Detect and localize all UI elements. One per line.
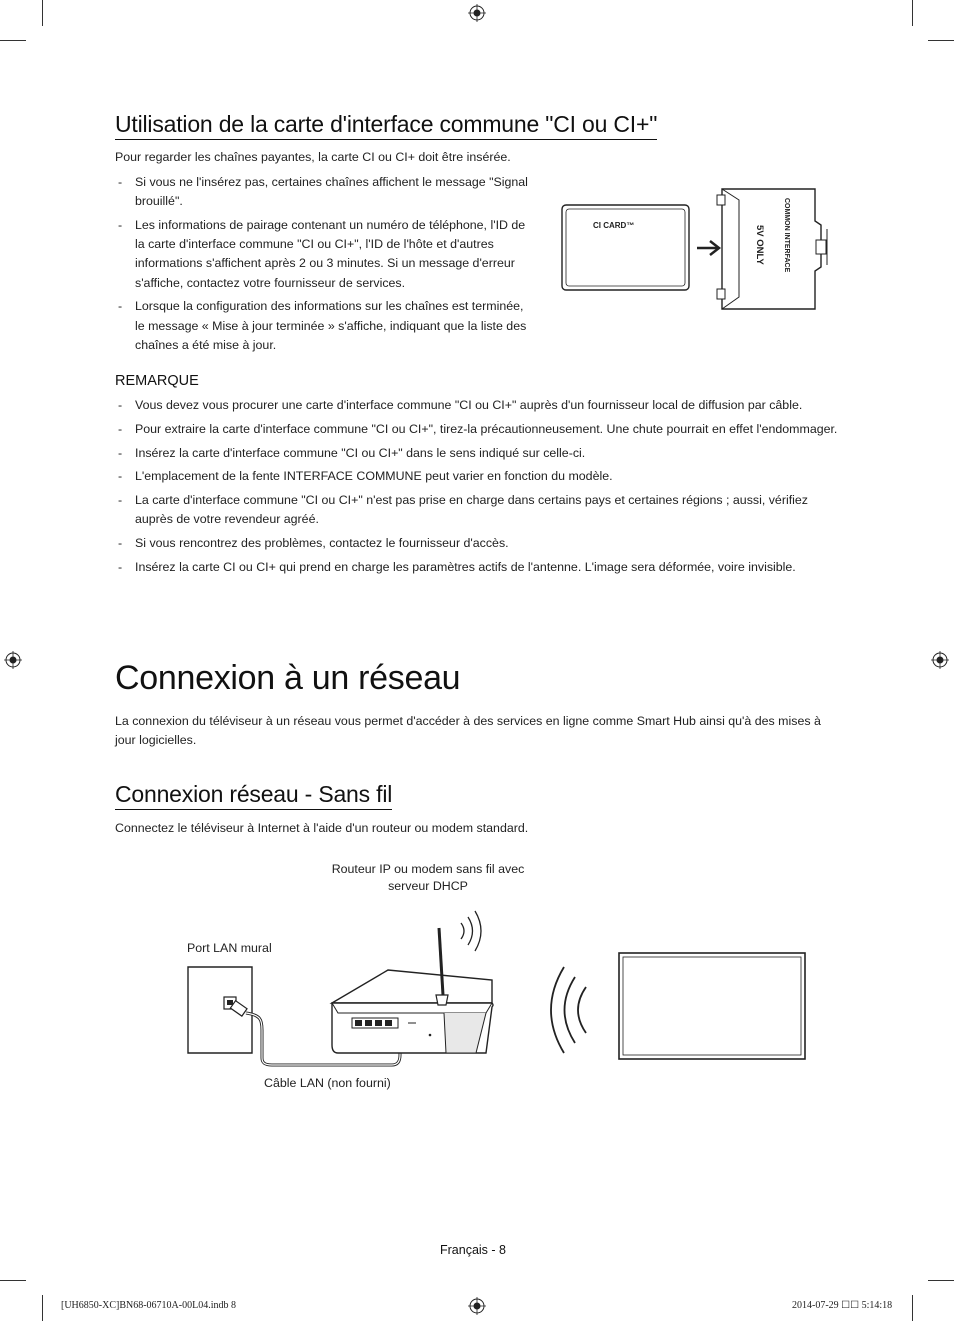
wifi-signal-icon — [461, 911, 481, 951]
registration-mark-icon — [931, 651, 949, 669]
wireless-intro: Connectez le téléviseur à Internet à l'aide d'un routeur ou modem standard. — [115, 821, 529, 835]
tv-icon — [619, 953, 805, 1059]
crop-mark-bottom-right-v — [912, 1295, 913, 1321]
router-icon — [332, 928, 493, 1053]
ci-intro: Pour regarder les chaînes payantes, la carte CI ou CI+ doit être insérée. — [115, 150, 511, 164]
remarque-heading: REMARQUE — [115, 373, 199, 389]
slot-label-common-interface: COMMON INTERFACE — [783, 198, 790, 273]
crop-mark-top-right-h — [928, 40, 954, 41]
crop-mark-top-right-v — [912, 0, 913, 26]
slot-label-5v-only: 5V ONLY — [754, 225, 765, 265]
wifi-signal-icon — [551, 967, 586, 1053]
network-section-title: Connexion à un réseau — [115, 659, 461, 697]
ci-section-title: Utilisation de la carte d'interface commune "CI ou CI+" — [115, 111, 657, 140]
crop-mark-bottom-left-h — [0, 1280, 26, 1281]
file-info: [UH6850-XC]BN68-06710A-00L04.indb 8 — [61, 1300, 236, 1311]
list-item: - Insérez la carte CI ou CI+ qui prend en charge les paramètres actifs de l'antenne. L'image sera déformée, voire invisible. — [115, 558, 840, 577]
router-label — [318, 861, 538, 895]
list-item: - Lorsque la configuration des informations sur les chaînes est terminée, le message « Mise à jour terminée » s'affiche, indiquant que la liste des chaînes a été mise à jour. — [115, 297, 535, 355]
list-item: - Insérez la carte d'interface commune "CI ou CI+" dans le sens indiqué sur celle-ci. — [115, 444, 840, 463]
wireless-network-diagram — [180, 895, 820, 1070]
wall-port-label: Port LAN mural — [187, 941, 272, 955]
ci-card-label: CI CARD™ — [593, 221, 635, 230]
print-timestamp: 2014-07-29 ☐☐ 5:14:18 — [792, 1300, 893, 1311]
registration-mark-icon — [468, 4, 486, 22]
router-label-line1: Routeur IP ou modem sans fil avec — [331, 862, 525, 876]
crop-mark-top-left-v — [42, 0, 43, 26]
registration-mark-icon — [4, 651, 22, 669]
ci-card-illustration — [555, 185, 840, 315]
list-item: - Si vous ne l'insérez pas, certaines chaînes affichent le message "Signal brouillé". — [115, 173, 535, 211]
ci-card-icon — [562, 205, 689, 290]
list-item: - La carte d'interface commune "CI ou CI+" n'est pas prise en charge dans certains pays et certaines régions ; aussi, vérifiez auprès de votre revendeur agréé. — [115, 491, 840, 529]
crop-mark-bottom-left-v — [42, 1295, 43, 1321]
common-interface-slot-icon — [717, 189, 827, 309]
list-item: - Les informations de pairage contenant un numéro de téléphone, l'ID de la carte d'interface commune "CI ou CI+", l'ID de l'hôte et d'autres informations s'affichent après 2 ou 3 minutes. Si un message d'erreur s'affiche, contactez votre fournisseur de services. — [115, 216, 535, 293]
page-number: Français - 8 — [440, 1243, 506, 1257]
crop-mark-top-left-h — [0, 40, 26, 41]
network-intro: La connexion du téléviseur à un réseau vous permet d'accéder à des services en ligne comme Smart Hub ainsi qu'à des mises à jour logicielles. — [115, 714, 821, 748]
arrow-right-icon — [697, 241, 719, 255]
list-item: - Vous devez vous procurer une carte d'interface commune "CI ou CI+" auprès d'un fournisseur local de diffusion par câble. — [115, 396, 840, 415]
wireless-section-title: Connexion réseau - Sans fil — [115, 781, 392, 810]
registration-mark-icon — [468, 1297, 486, 1315]
crop-mark-bottom-right-h — [928, 1280, 954, 1281]
remarque-bullet-list — [115, 396, 840, 582]
list-item: - L'emplacement de la fente INTERFACE COMMUNE peut varier en fonction du modèle. — [115, 467, 840, 486]
list-item: - Si vous rencontrez des problèmes, contactez le fournisseur d'accès. — [115, 534, 840, 553]
ci-bullet-list — [115, 173, 535, 360]
router-label-line2: serveur DHCP — [388, 879, 468, 893]
list-item: - Pour extraire la carte d'interface commune "CI ou CI+", tirez-la précautionneusement. Une chute pourrait en effet l'endommager. — [115, 420, 840, 439]
cable-label: Câble LAN (non fourni) — [264, 1076, 391, 1090]
